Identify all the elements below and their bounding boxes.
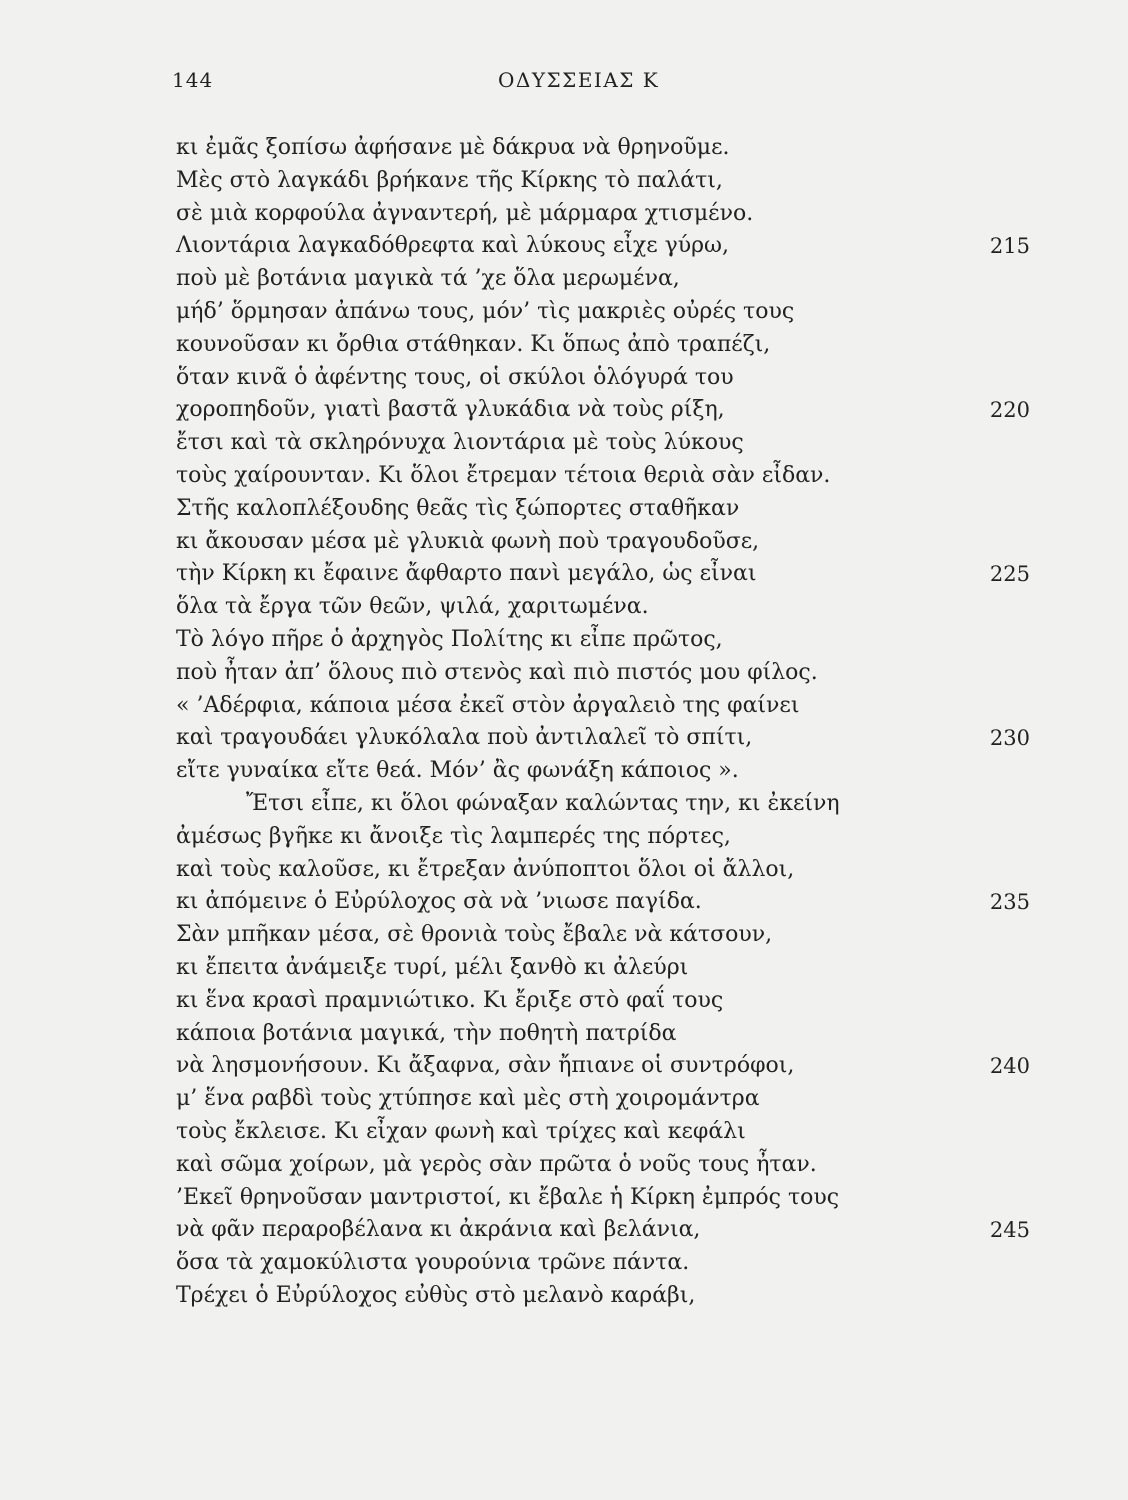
- verse-text: μήδ’ ὅρμησαν ἀπάνω τους, μόν’ τὶς μακριὲς οὐρές τους: [176, 298, 795, 324]
- verse-text: Τὸ λόγο πῆρε ὁ ἀρχηγὸς Πολίτης κι εἶπε πρῶτος,: [176, 626, 723, 652]
- verse-line: [176, 362, 1036, 395]
- line-number: 240: [989, 1054, 1030, 1079]
- verse-line: [176, 1018, 1036, 1051]
- verse-text: Τρέχει ὁ Εὐρύλοχος εὐθὺς στὸ μελανὸ καράβι,: [176, 1282, 696, 1308]
- verse-text: κάποια βοτάνια μαγικά, τὴν ποθητὴ πατρίδα: [176, 1020, 677, 1046]
- line-number: 245: [989, 1218, 1030, 1243]
- verse-text: ὅλα τὰ ἔργα τῶν θεῶν, ψιλά, χαριτωμένα.: [176, 594, 649, 620]
- verse-text: ὅσα τὰ χαμοκύλιστα γουρούνια τρῶνε πάντα.: [176, 1250, 690, 1276]
- verse-text: μ’ ἕνα ραβδὶ τοὺς χτύπησε καὶ μὲς στὴ χοιρομάντρα: [176, 1086, 760, 1112]
- verse-line: [176, 722, 1036, 755]
- verse-line: [176, 854, 1036, 887]
- verse-line: [176, 1280, 1036, 1313]
- line-number: 225: [989, 562, 1030, 587]
- verse-line: [176, 886, 1036, 919]
- verse-line: [176, 919, 1036, 952]
- verse-line: [176, 821, 1036, 854]
- verse-line: [176, 1214, 1036, 1247]
- line-number: 215: [989, 234, 1030, 259]
- verse-line: [176, 263, 1036, 296]
- verse-line: [176, 493, 1036, 526]
- verse-line: [176, 558, 1036, 591]
- verse-line: [176, 1083, 1036, 1116]
- verse-text: Στῆς καλοπλέξουδης θεᾶς τὶς ξώπορτες σταθῆκαν: [176, 495, 740, 521]
- verse-line: [176, 690, 1036, 723]
- verse-text: νὰ λησμονήσουν. Κι ἄξαφνα, σὰν ἤπιανε οἱ συντρόφοι,: [176, 1053, 795, 1079]
- verse-line: [176, 394, 1036, 427]
- verse-line: [176, 230, 1036, 263]
- verse-text: ’Εκεῖ θρηνοῦσαν μαντριστοί, κι ἔβαλε ἡ Κίρκη ἐμπρός τους: [176, 1184, 840, 1210]
- verse-text: ἔτσι καὶ τὰ σκληρόνυχα λιοντάρια μὲ τοὺς λύκους: [176, 430, 744, 456]
- verse-line: [176, 1182, 1036, 1215]
- verse-block: [176, 132, 1036, 1313]
- verse-text: εἴτε γυναίκα εἴτε θεά. Μόν’ ἂς φωνάξη κάποιος ».: [176, 758, 739, 784]
- verse-text: νὰ φᾶν περαροβέλανα κι ἀκράνια καὶ βελάνια,: [176, 1217, 701, 1243]
- verse-line: [176, 1247, 1036, 1280]
- verse-text: κι ἕνα κρασὶ πραμνιώτικο. Κι ἔριξε στὸ φαΐ τους: [176, 987, 724, 1013]
- verse-text: καὶ σῶμα χοίρων, μὰ γερὸς σὰν πρῶτα ὁ νοῦς τους ἦταν.: [176, 1151, 817, 1177]
- verse-line: [176, 198, 1036, 231]
- verse-text: ποὺ μὲ βοτάνια μαγικὰ τά ’χε ὅλα μερωμένα,: [176, 266, 680, 292]
- verse-line: [176, 1116, 1036, 1149]
- verse-line: [176, 460, 1036, 493]
- verse-line: [176, 755, 1036, 788]
- verse-text: ὅταν κινᾶ ὁ ἀφέντης τους, οἱ σκύλοι ὁλόγυρά του: [176, 364, 734, 390]
- verse-text: Ἔτσι εἶπε, κι ὅλοι φώναξαν καλώντας την, κι ἐκείνη: [246, 790, 840, 816]
- verse-line: [176, 296, 1036, 329]
- verse-line: [176, 624, 1036, 657]
- line-number: 235: [989, 890, 1030, 915]
- verse-text: Μὲς στὸ λαγκάδι βρήκανε τῆς Κίρκης τὸ παλάτι,: [176, 167, 723, 193]
- verse-text: κι ἀπόμεινε ὁ Εὐρύλοχος σὰ νὰ ’νιωσε παγίδα.: [176, 889, 702, 915]
- verse-text: Λιοντάρια λαγκαδόθρεφτα καὶ λύκους εἶχε γύρω,: [176, 233, 729, 259]
- verse-text: τοὺς ἔκλεισε. Κι εἶχαν φωνὴ καὶ τρίχες καὶ κεφάλι: [176, 1118, 746, 1144]
- verse-line: [176, 329, 1036, 362]
- verse-text: κουνοῦσαν κι ὄρθια στάθηκαν. Κι ὅπως ἀπὸ τραπέζι,: [176, 331, 771, 357]
- verse-line: [176, 952, 1036, 985]
- verse-line: [176, 591, 1036, 624]
- verse-line: [176, 1149, 1036, 1182]
- verse-line: [176, 427, 1036, 460]
- book-title: ΟΔΥΣΣΕΙΑΣ Κ: [498, 68, 660, 92]
- line-number: 230: [989, 726, 1030, 751]
- verse-text: ἀμέσως βγῆκε κι ἄνοιξε τὶς λαμπερές της πόρτες,: [176, 823, 731, 849]
- page-number: 144: [172, 68, 214, 92]
- verse-line: [176, 788, 1036, 821]
- verse-line: [176, 526, 1036, 559]
- verse-line: [176, 985, 1036, 1018]
- verse-line: [176, 165, 1036, 198]
- verse-text: σὲ μιὰ κορφούλα ἀγναντερή, μὲ μάρμαρα χτισμένο.: [176, 200, 754, 226]
- verse-text: κι ἄκουσαν μέσα μὲ γλυκιὰ φωνὴ ποὺ τραγουδοῦσε,: [176, 528, 760, 554]
- line-number: 220: [989, 398, 1030, 423]
- verse-text: ποὺ ἦταν ἀπ’ ὅλους πιὸ στενὸς καὶ πιὸ πιστός μου φίλος.: [176, 659, 818, 685]
- running-head: [0, 68, 1128, 98]
- verse-text: κι ἐμᾶς ξοπίσω ἀφήσανε μὲ δάκρυα νὰ θρηνοῦμε.: [176, 135, 730, 160]
- verse-text: Σὰν μπῆκαν μέσα, σὲ θρονιὰ τοὺς ἔβαλε νὰ κάτσουν,: [176, 922, 773, 948]
- verse-line: [176, 657, 1036, 690]
- verse-text: καὶ τοὺς καλοῦσε, κι ἔτρεξαν ἀνύποπτοι ὅλοι οἱ ἄλλοι,: [176, 856, 795, 882]
- verse-line: [176, 1050, 1036, 1083]
- verse-text: τὴν Κίρκη κι ἔφαινε ἄφθαρτο πανὶ μεγάλο, ὡς εἶναι: [176, 561, 757, 587]
- verse-text: « ’Αδέρφια, κάποια μέσα ἐκεῖ στὸν ἀργαλειὸ της φαίνει: [176, 692, 800, 718]
- verse-text: τοὺς χαίρουνταν. Κι ὅλοι ἔτρεμαν τέτοια θεριὰ σὰν εἶδαν.: [176, 462, 831, 488]
- verse-line: [176, 132, 1036, 165]
- verse-text: κι ἔπειτα ἀνάμειξε τυρί, μέλι ξανθὸ κι ἀλεύρι: [176, 954, 689, 980]
- verse-text: χοροπηδοῦν, γιατὶ βαστᾶ γλυκάδια νὰ τοὺς ρίξη,: [176, 397, 725, 423]
- verse-text: καὶ τραγουδάει γλυκόλαλα ποὺ ἀντιλαλεῖ τὸ σπίτι,: [176, 725, 753, 751]
